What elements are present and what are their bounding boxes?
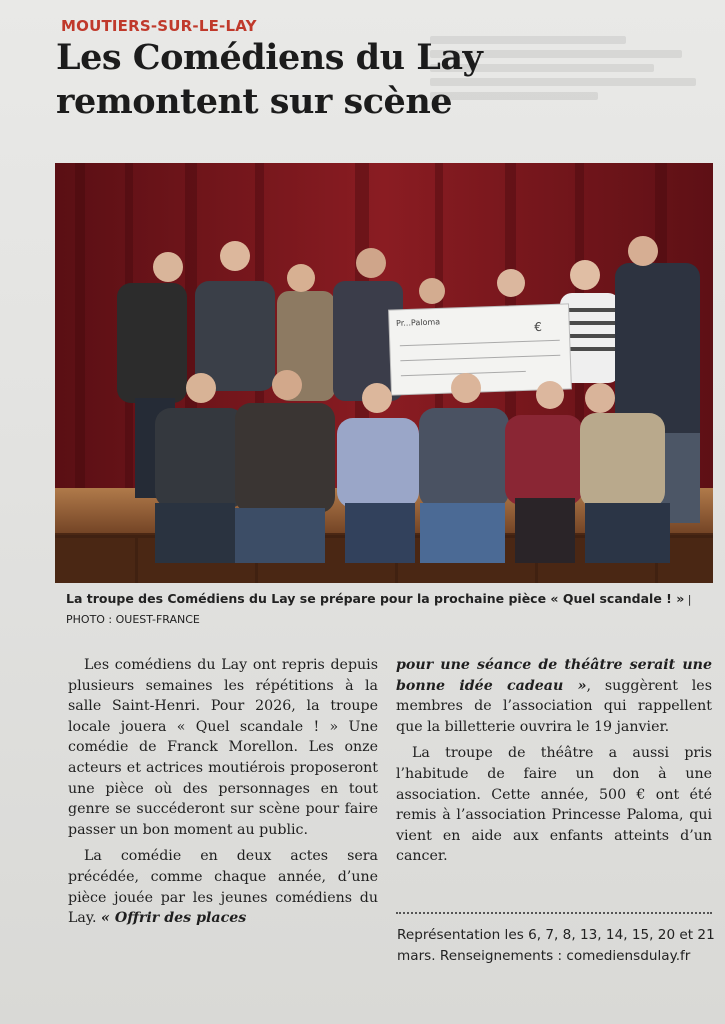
- paragraph-1: Les comédiens du Lay ont repris depuis plusieurs semaines les répétitions à la salle Saint-Henri. Pour 2026, la troupe locale jouera « Quel scandale ! » Une comédie de Franck Morellon. Les onze acteurs et actrices moutiérois proposeront une pièce où des personnages en tout genre se succéderont sur scène pour faire passer un bon moment au public.: [68, 657, 378, 838]
- performance-info: Représentation les 6, 7, 8, 13, 14, 15, 20 et 21 mars. Renseignements : comediensdulay.fr: [397, 927, 715, 964]
- paragraph-3: [396, 655, 712, 737]
- article-column-left: [68, 655, 378, 929]
- cheque-label: Pr...Paloma: [395, 317, 441, 328]
- headline-line-1: Les Comédiens du Lay: [56, 37, 483, 78]
- paragraph-4: La troupe de théâtre a aussi pris l’habitude de faire un don à une association. Cette année, 500 € ont été remis à l’association Princesse Paloma, qui vient en aide aux enfants atteints d’un cancer.: [396, 745, 712, 865]
- big-cheque: [389, 304, 572, 395]
- location-kicker: MOUTIERS-SUR-LE-LAY: [61, 17, 257, 35]
- paragraph-2: [68, 846, 378, 928]
- headline-line-2: remontent sur scène: [56, 81, 453, 122]
- cheque-euro-symbol: €: [534, 319, 543, 335]
- article-column-right: [396, 655, 712, 867]
- group-photo: [55, 163, 713, 583]
- dotted-divider: [396, 912, 712, 914]
- photo-credit: PHOTO : OUEST-FRANCE: [66, 613, 200, 626]
- caption-separator: |: [684, 593, 692, 606]
- paragraph-2-text: La comédie en deux actes sera précédée, comme chaque année, d’une pièce jouée par les jeunes comédiens du Lay.: [68, 848, 378, 927]
- troupe-photo-illustration: [55, 163, 713, 583]
- paragraph-3-text: , suggèrent les membres de l’association qui rappellent que la billetterie ouvrira le 19 janvier.: [396, 677, 712, 735]
- article-headline: [56, 36, 676, 124]
- photo-caption: [66, 589, 706, 629]
- caption-text: La troupe des Comédiens du Lay se prépare pour la prochaine pièce « Quel scandale ! »: [66, 591, 685, 606]
- paragraph-2-quote: « Offrir des places: [101, 910, 247, 927]
- paragraph-3-quote: pour une séance de théâtre serait une bonne idée cadeau »: [396, 657, 712, 694]
